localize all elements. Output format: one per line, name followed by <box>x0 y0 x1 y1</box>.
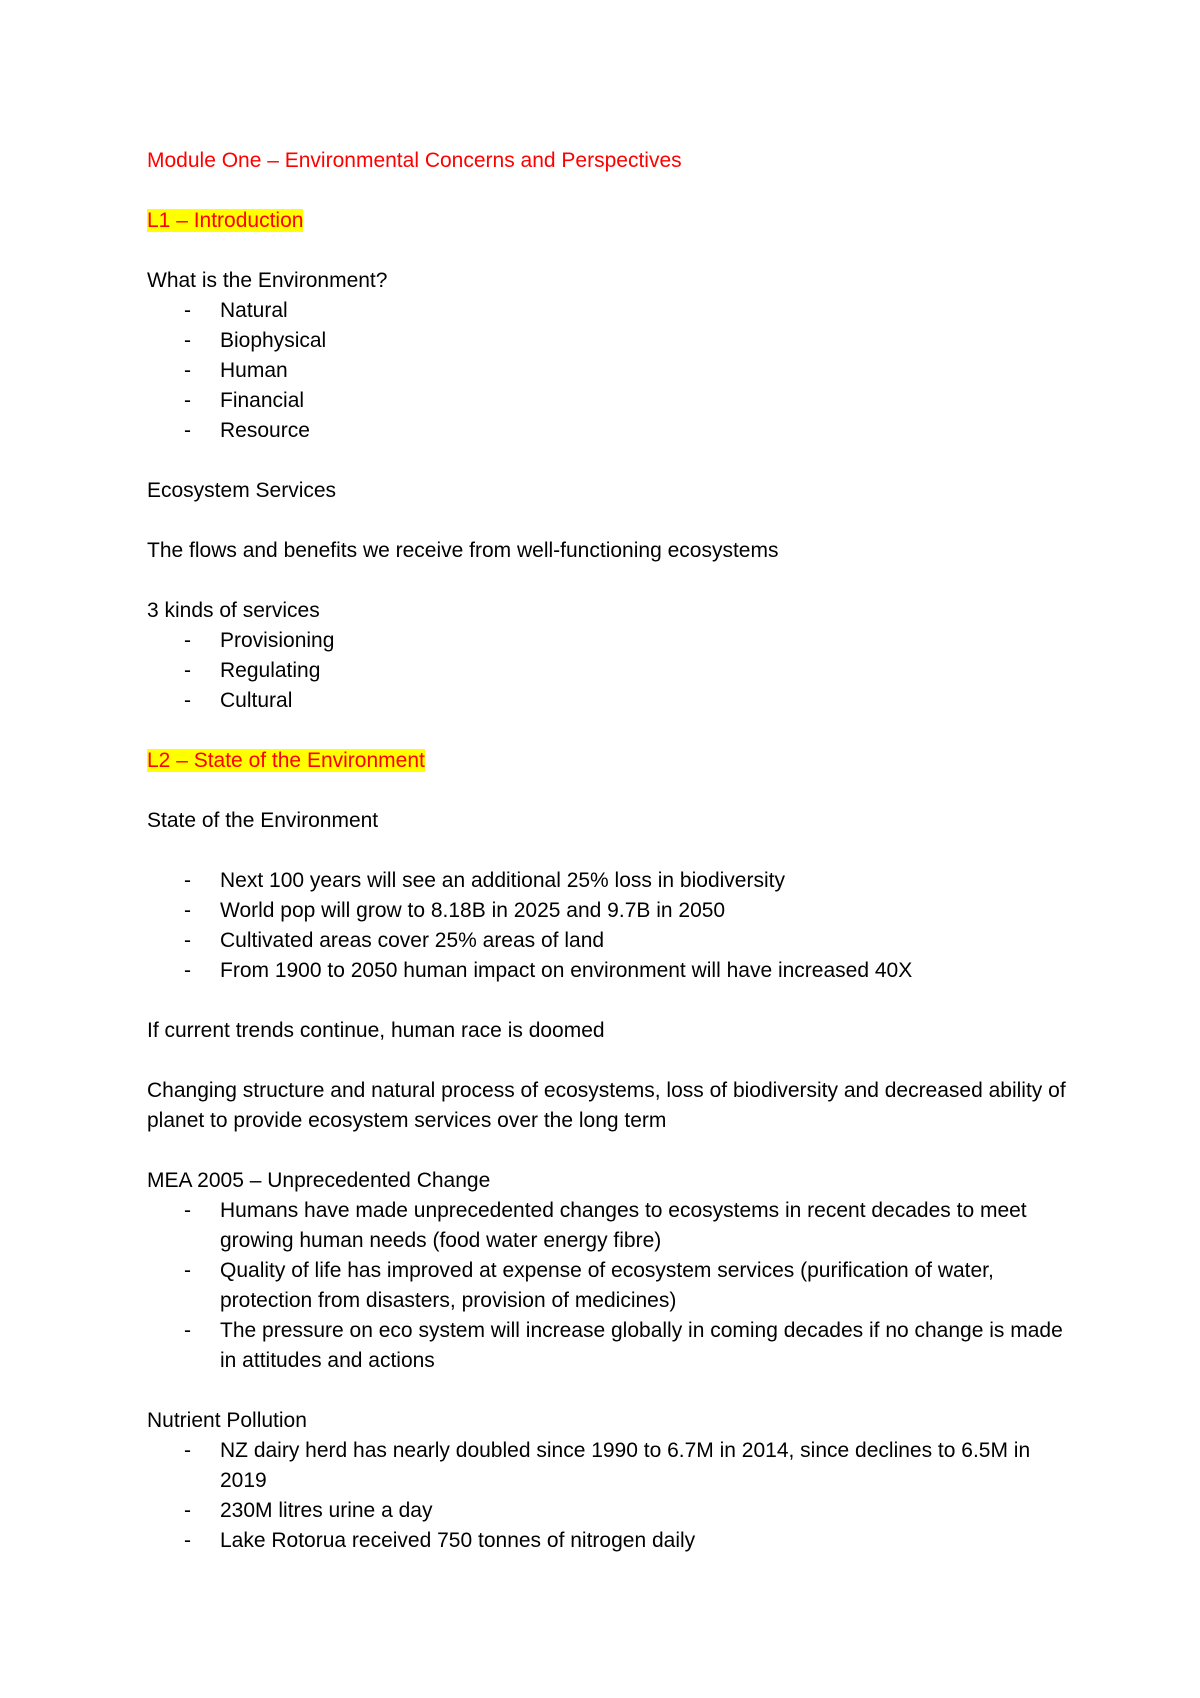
list-item: - NZ dairy herd has nearly doubled since 1990 to 6.7M in 2014, since declines to 6.5M in 2019 <box>147 1436 1067 1496</box>
spacer <box>147 446 1067 476</box>
dash-bullet: - <box>184 689 191 712</box>
list-item: - Natural <box>147 296 1067 326</box>
soe-list <box>147 866 1067 986</box>
dash-bullet: - <box>184 1529 191 1552</box>
spacer <box>147 836 1067 866</box>
doomed-statement: If current trends continue, human race is doomed <box>147 1019 605 1042</box>
env-question: What is the Environment? <box>147 269 388 292</box>
list-item: - World pop will grow to 8.18B in 2025 and 9.7B in 2050 <box>147 896 1067 926</box>
spacer <box>147 1136 1067 1166</box>
list-item: - Provisioning <box>147 626 1067 656</box>
dash-bullet: - <box>184 869 191 892</box>
list-item: - Resource <box>147 416 1067 446</box>
nutrient-heading: Nutrient Pollution <box>147 1409 307 1432</box>
dash-bullet: - <box>184 299 191 322</box>
dash-bullet: - <box>184 899 191 922</box>
l2-heading: L2 – State of the Environment <box>147 749 425 772</box>
dash-bullet: - <box>184 329 191 352</box>
soe-heading: State of the Environment <box>147 809 379 832</box>
spacer <box>147 236 1067 266</box>
spacer <box>147 1376 1067 1406</box>
kinds-heading: 3 kinds of services <box>147 599 320 622</box>
list-item: - 230M litres urine a day <box>147 1496 1067 1526</box>
dash-bullet: - <box>184 359 191 382</box>
dash-bullet: - <box>184 659 191 682</box>
list-item: - Biophysical <box>147 326 1067 356</box>
dash-bullet: - <box>184 1259 191 1282</box>
module-title: Module One – Environmental Concerns and Perspectives <box>147 149 682 172</box>
env-list <box>147 296 1067 446</box>
l1-heading: L1 – Introduction <box>147 209 304 232</box>
list-item: - Cultural <box>147 686 1067 716</box>
spacer <box>147 716 1067 746</box>
spacer <box>147 176 1067 206</box>
spacer <box>147 566 1067 596</box>
dash-bullet: - <box>184 389 191 412</box>
list-item: - The pressure on eco system will increase globally in coming decades if no change is made in attitudes and actions <box>147 1316 1067 1376</box>
dash-bullet: - <box>184 1499 191 1522</box>
list-item: - Human <box>147 356 1067 386</box>
changing-paragraph: Changing structure and natural process of ecosystems, loss of biodiversity and decreased ability of planet to provide ecosystem services over the long term <box>147 1079 1066 1132</box>
list-item: - Lake Rotorua received 750 tonnes of nitrogen daily <box>147 1526 1067 1556</box>
spacer <box>147 506 1067 536</box>
spacer <box>147 1046 1067 1076</box>
eco-definition: The flows and benefits we receive from well-functioning ecosystems <box>147 539 779 562</box>
spacer <box>147 986 1067 1016</box>
dash-bullet: - <box>184 419 191 442</box>
eco-heading: Ecosystem Services <box>147 479 337 502</box>
spacer <box>147 776 1067 806</box>
nutrient-list <box>147 1436 1067 1556</box>
list-item: - Next 100 years will see an additional 25% loss in biodiversity <box>147 866 1067 896</box>
list-item: - Financial <box>147 386 1067 416</box>
dash-bullet: - <box>184 1439 191 1462</box>
list-item: - Humans have made unprecedented changes to ecosystems in recent decades to meet growing human needs (food water energy fibre) <box>147 1196 1067 1256</box>
kinds-list <box>147 626 1067 716</box>
dash-bullet: - <box>184 629 191 652</box>
list-item: - Cultivated areas cover 25% areas of land <box>147 926 1067 956</box>
mea-list <box>147 1196 1067 1376</box>
dash-bullet: - <box>184 1199 191 1222</box>
dash-bullet: - <box>184 959 191 982</box>
dash-bullet: - <box>184 1319 191 1342</box>
list-item: - Regulating <box>147 656 1067 686</box>
mea-heading: MEA 2005 – Unprecedented Change <box>147 1169 491 1192</box>
list-item: - From 1900 to 2050 human impact on environment will have increased 40X <box>147 956 1067 986</box>
list-item: - Quality of life has improved at expense of ecosystem services (purification of water, protection from disasters, provision of medicines) <box>147 1256 1067 1316</box>
document-page <box>147 146 1067 1556</box>
dash-bullet: - <box>184 929 191 952</box>
